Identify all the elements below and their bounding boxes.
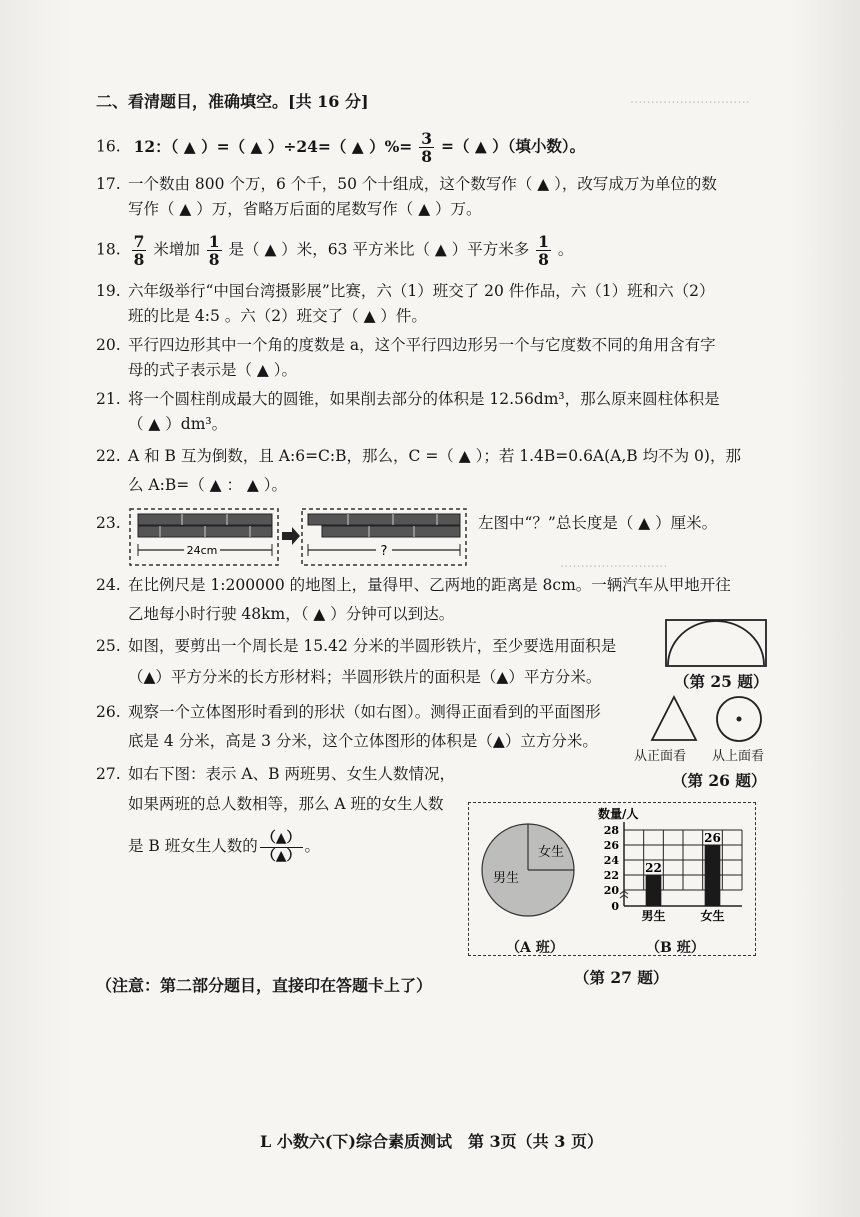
y-tick-labels	[604, 824, 620, 913]
views-figure	[648, 694, 772, 746]
question-22-line-2: 么 A:B=（ ▲ ： ▲ ）。	[128, 476, 288, 494]
q16-text-b: =（ ▲ ）（填小数）。	[440, 136, 586, 156]
bar-value-label: 22	[645, 861, 662, 875]
category-label: 女生	[700, 909, 725, 923]
bleed-through-text: ··························	[560, 560, 668, 575]
bar	[705, 845, 721, 906]
question-24-number: 24.	[96, 576, 121, 594]
bar	[646, 875, 662, 906]
question-17-line-1: 一个数由 800 个万，6 个千，50 个十组成，这个数写作（ ▲ ），改写成万为单位的数	[128, 175, 717, 193]
caption-25: （第 25 题）	[674, 672, 769, 691]
label-front-view: 从正面看	[634, 749, 687, 764]
question-25-line-2: （▲）平方分米的长方形材料；半圆形铁片的面积是（▲）平方分米。	[128, 668, 602, 686]
y-tick-label: 0	[611, 900, 619, 913]
y-tick-label: 20	[603, 884, 619, 897]
class-b-label: （B 班）	[646, 940, 705, 956]
question-27-line-2: 如果两班的总人数相等，那么 A 班的女生人数	[128, 795, 444, 813]
question-19-line-2: 班的比是 4:5 。六（2）班交了（ ▲ ）件。	[128, 307, 427, 325]
y-tick-label: 26	[603, 839, 619, 852]
question-17-number: 17.	[96, 175, 121, 193]
question-20-line-2: 母的式子表示是（ ▲ ）。	[128, 361, 298, 379]
q27-text-3: 是 B 班女生人数的	[128, 837, 258, 855]
label-24cm: 24cm	[186, 544, 218, 557]
bleed-through-text: ·····························	[630, 96, 750, 111]
q18-fraction-1: $\frac{7}{8}$	[133, 232, 145, 269]
q27-fraction: $\frac{(▲)}{(▲)}$	[261, 829, 301, 864]
question-25-number: 25.	[96, 637, 121, 655]
caption-26: （第 26 题）	[672, 771, 767, 790]
class-a-label: （A 班）	[506, 940, 564, 956]
question-24-line-1: 在比例尺是 1:200000 的地图上，量得甲、乙两地的距离是 8cm。一辆汽车从甲地开往	[128, 576, 731, 594]
question-18	[96, 233, 573, 268]
front-view-triangle	[652, 697, 696, 740]
question-20-line-1: 平行四边形其中一个角的度数是 a，这个平行四边形另一个与它度数不同的角用含有字	[128, 336, 716, 354]
semicircle-figure	[664, 618, 770, 670]
page-footer: L 小数六(下)综合素质测试 第 3页（共 3 页）	[260, 1132, 603, 1151]
y-axis-label: 数量/人	[598, 807, 639, 821]
rectangle-outline	[666, 620, 766, 666]
brick-diagram	[126, 506, 472, 568]
question-number: 16.	[96, 137, 121, 156]
q18-text-3: 。	[557, 240, 574, 259]
label-top-view: 从上面看	[712, 749, 765, 764]
note-text: （注意：第二部分题目，直接印在答题卡上了）	[96, 976, 433, 995]
q18-fraction-2: $\frac{1}{8}$	[208, 232, 220, 269]
x-category-labels	[641, 908, 724, 923]
question-19-number: 19.	[96, 282, 121, 300]
question-21-line-1: 将一个圆柱削成最大的圆锥，如果削去部分的体积是 12.56dm³，那么原来圆柱体积是	[128, 390, 720, 408]
question-19-line-1: 六年级举行“中国台湾摄影展”比赛，六（1）班交了 20 件作品，六（1）班和六（2）	[128, 282, 715, 300]
semicircle-arc	[668, 621, 764, 665]
q27-text-3-end: 。	[304, 837, 321, 855]
y-tick-label: 28	[603, 824, 619, 837]
q16-fraction: $\frac{3}{8}$	[421, 129, 433, 166]
question-number: 18.	[96, 240, 121, 259]
question-27-number: 27.	[96, 765, 121, 783]
section-title: 二、看清题目，准确填空。[共 16 分]	[96, 92, 369, 111]
q16-text-a: 12：（ ▲ ）=（ ▲ ）÷24=（ ▲ ）%=	[133, 136, 413, 156]
question-27-line-1: 如右下图：表示 A、B 两班男、女生人数情况，	[128, 765, 455, 783]
arrow-icon	[282, 527, 300, 545]
center-dot	[737, 717, 742, 722]
question-22-line-1: A 和 B 互为倒数，且 A:6=C:B，那么，C =（ ▲ ）；若 1.4B=0.6A(A,B 均不为 0)，那	[128, 447, 741, 465]
y-tick-label: 22	[603, 869, 619, 882]
question-20-number: 20.	[96, 336, 121, 354]
question-26-number: 26.	[96, 703, 121, 721]
question-24-line-2: 乙地每小时行驶 48km，（ ▲ ）分钟可以到达。	[128, 605, 455, 623]
caption-27: （第 27 题）	[574, 968, 669, 987]
question-25-line-1: 如图，要剪出一个周长是 15.42 分米的半圆形铁片，至少要选用面积是	[128, 637, 617, 655]
question-23-text: 左图中“？”总长度是（ ▲ ）厘米。	[478, 514, 718, 532]
pie-label-girl: 女生	[537, 845, 565, 860]
category-label: 男生	[641, 909, 666, 923]
question-27-line-3	[128, 828, 320, 865]
chart-grid	[620, 822, 742, 906]
question-26-line-1: 观察一个立体图形时看到的形状（如右图）。测得正面看到的平面图形	[128, 703, 601, 721]
bar-chart-b	[596, 806, 750, 942]
y-tick-label: 24	[603, 854, 619, 867]
pie-label-boy: 男生	[492, 871, 520, 886]
pie-chart-a	[474, 808, 594, 920]
question-17-line-2: 写作（ ▲ ）万，省略万后面的尾数写作（ ▲ ）万。	[128, 200, 482, 218]
bar-value-label: 26	[704, 831, 721, 845]
question-26-line-2: 底是 4 分米，高是 3 分米，这个立体图形的体积是（▲）立方分米。	[128, 732, 598, 750]
label-question: ?	[380, 544, 388, 559]
question-21-number: 21.	[96, 390, 121, 408]
q18-fraction-3: $\frac{1}{8}$	[538, 232, 549, 269]
question-22-number: 22.	[96, 447, 121, 465]
question-21-line-2: （ ▲ ）dm³。	[128, 415, 228, 433]
q18-text-2: 是（ ▲ ）米，63 平方米比（ ▲ ）平方米多	[228, 240, 530, 259]
q18-text-1: 米增加	[153, 240, 200, 259]
question-23-number: 23.	[96, 514, 121, 532]
question-16	[96, 130, 585, 165]
